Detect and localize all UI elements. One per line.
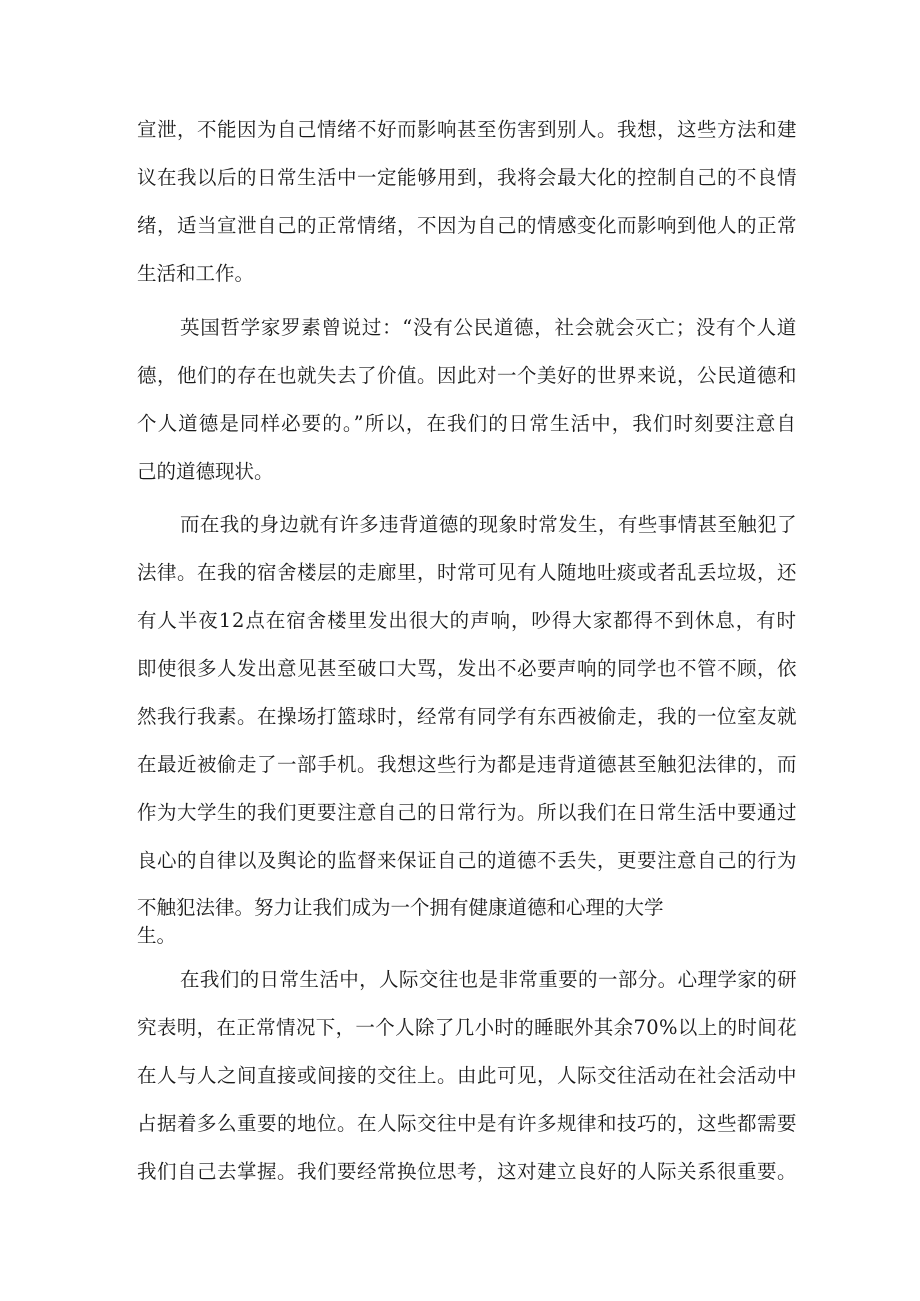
text-line: 在我们的日常生活中，人际交往也是非常重要的一部分。心理学家的研 <box>180 968 797 991</box>
text-line: 英国哲学家罗素曾说过：“没有公民道德，社会就会灭亡；没有个人道 <box>180 316 797 339</box>
text-line: 绪，适当宣泄自己的正常情绪，不因为自己的情感变化而影响到他人的正常 <box>137 214 797 237</box>
text-line: 作为大学生的我们更要注意自己的日常行为。所以我们在日常生活中要通过 <box>137 801 797 824</box>
text-line: 良心的自律以及舆论的监督来保证自己的道德不丢失，更要注意自己的行为 <box>137 849 797 872</box>
text-line: 不触犯法律。努力让我们成为一个拥有健康道德和心理的大学 <box>137 896 664 919</box>
text-line: 我们自己去掌握。我们要经常换位思考，这对建立良好的人际关系很重要。 <box>137 1160 797 1183</box>
text-line: 而在我的身边就有许多违背道德的现象时常发生，有些事情甚至触犯了 <box>180 513 797 536</box>
text-line: 然我行我素。在操场打篮球时，经常有同学有东西被偷走，我的一位室友就 <box>137 705 797 728</box>
text-line: 生。 <box>137 924 177 947</box>
text-line: 即使很多人发出意见甚至破口大骂，发出不必要声响的同学也不管不顾，依 <box>137 657 797 680</box>
text-line: 究表明，在正常情况下，一个人除了几小时的睡眠外其余70%以上的时间花 <box>137 1016 797 1039</box>
text-line: 个人道德是同样必要的。”所以，在我们的日常生活中，我们时刻要注意自 <box>137 412 797 435</box>
text-line: 议在我以后的日常生活中一定能够用到，我将会最大化的控制自己的不良情 <box>137 166 797 189</box>
text-line: 法律。在我的宿舍楼层的走廊里，时常可见有人随地吐痰或者乱丢垃圾，还 <box>137 561 797 584</box>
text-line: 德，他们的存在也就失去了价值。因此对一个美好的世界来说，公民道德和 <box>137 364 797 387</box>
text-line: 宣泄，不能因为自己情绪不好而影响甚至伤害到别人。我想，这些方法和建 <box>137 118 797 141</box>
text-line: 占据着多么重要的地位。在人际交往中是有许多规律和技巧的，这些都需要 <box>137 1112 797 1135</box>
text-line: 生活和工作。 <box>137 262 255 285</box>
text-line: 有人半夜12点在宿舍楼里发出很大的声响，吵得大家都得不到休息，有时 <box>137 609 797 632</box>
text-line: 在最近被偷走了一部手机。我想这些行为都是违背道德甚至触犯法律的，而 <box>137 753 797 776</box>
text-line: 在人与人之间直接或间接的交往上。由此可见，人际交往活动在社会活动中 <box>137 1064 797 1087</box>
text-line: 己的道德现状。 <box>137 460 274 483</box>
